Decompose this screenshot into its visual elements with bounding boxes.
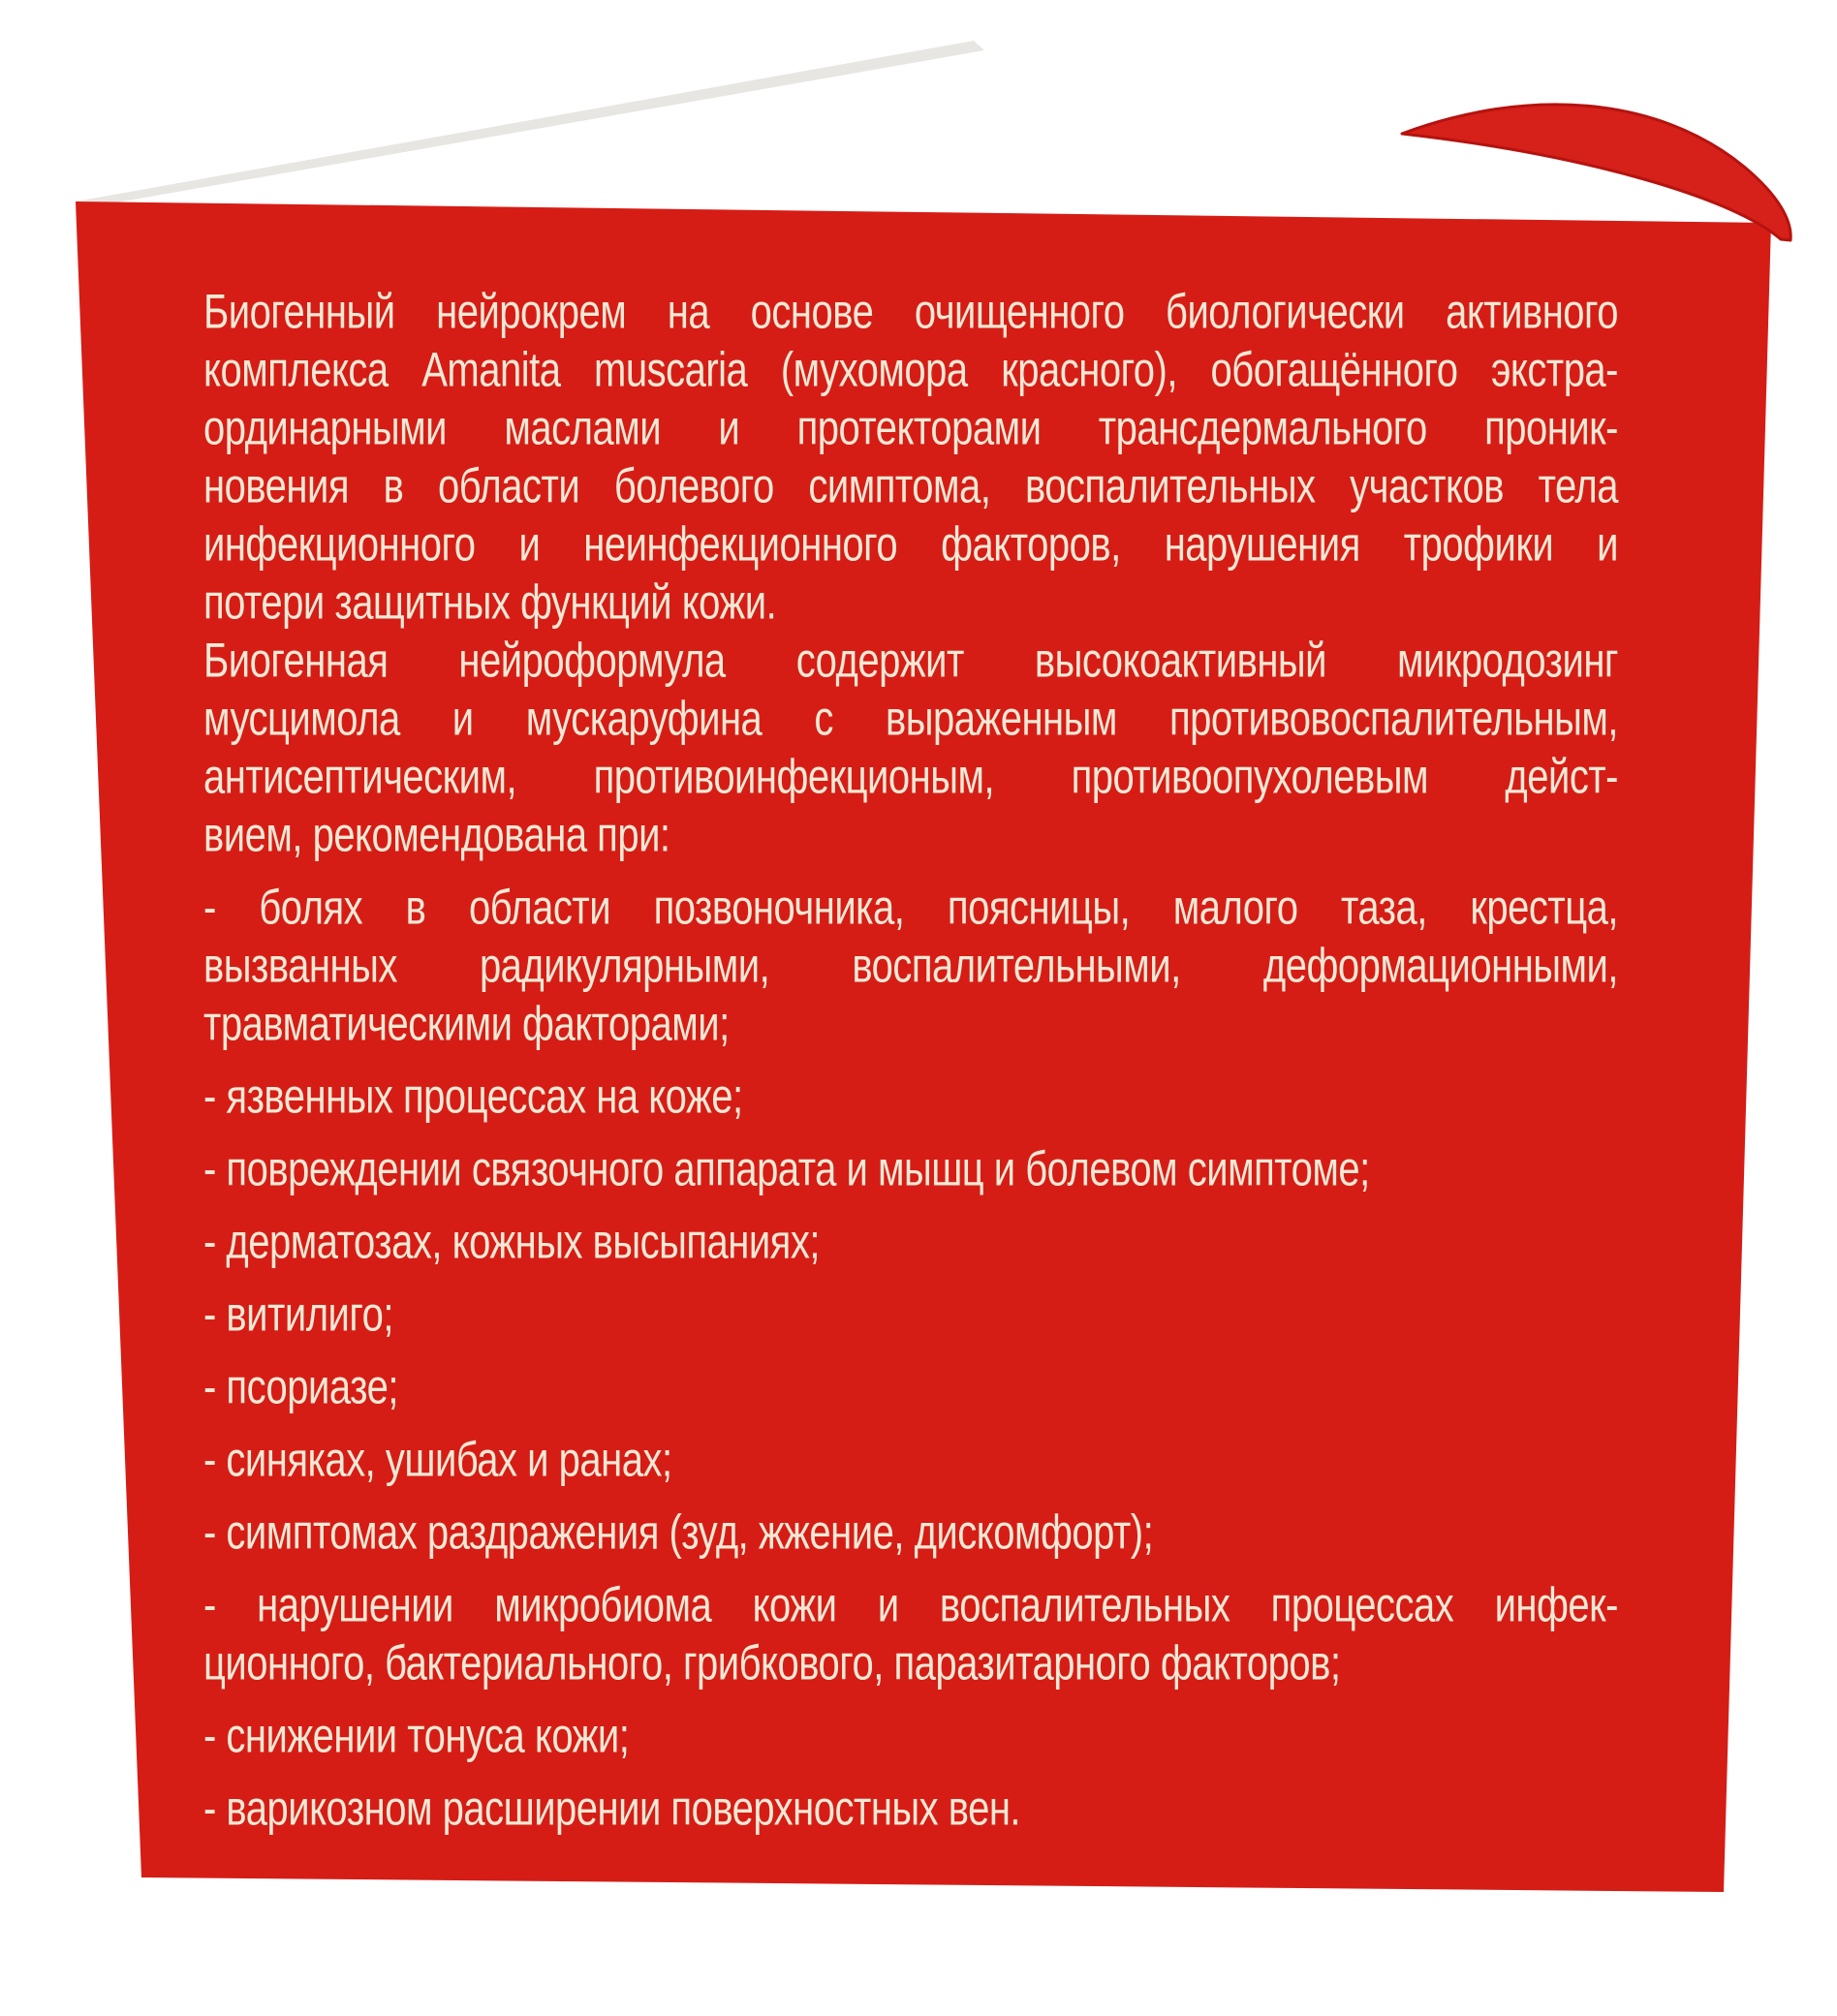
text-line: Биогенная нейроформула содержит высокоактивный микродозинг <box>203 634 1618 688</box>
text-line: - повреждении связочного аппарата и мышц и болевом симптоме; <box>203 1142 1370 1196</box>
text-line: - язвенных процессах на коже; <box>203 1070 743 1124</box>
text-line: - нарушении микробиома кожи и воспалительных процессах инфек- <box>203 1578 1618 1632</box>
text-line: инфекционного и неинфекционного факторов, нарушения трофики и <box>203 517 1618 572</box>
text-line: - варикозном расширении поверхностных вен. <box>203 1782 1021 1836</box>
text-line: новения в области болевого симптома, воспалительных участков тела <box>203 459 1618 513</box>
text-line: мусцимола и мускаруфина с выраженным противовоспалительным, <box>203 692 1618 746</box>
text-line: антисептическим, противоинфекционым, противоопухолевым дейст- <box>203 750 1618 804</box>
text-line: - дерматозах, кожных высыпаниях; <box>203 1215 820 1269</box>
text-line: - синяках, ушибах и ранах; <box>203 1433 672 1487</box>
text-line: вием, рекомендована при: <box>203 808 670 862</box>
text-line: ординарными маслами и протекторами трансдермального проник- <box>203 401 1618 455</box>
text-line: травматическими факторами; <box>203 997 730 1051</box>
text-line: потери защитных функций кожи. <box>203 575 777 630</box>
text-line: вызванных радикулярными, воспалительными, деформационными, <box>203 939 1618 993</box>
text-line: Биогенный нейрокрем на основе очищенного биологически активного <box>203 285 1618 339</box>
text-line: - симптомах раздражения (зуд, жжение, дискомфорт); <box>203 1505 1154 1560</box>
text-line: - псориазе; <box>203 1360 398 1414</box>
text-line: комплекса Amanita muscaria (мухомора красного), обогащённого экстра- <box>203 343 1618 397</box>
text-line: - снижении тонуса кожи; <box>203 1709 630 1763</box>
text-line: - болях в области позвоночника, поясницы, малого таза, крестца, <box>203 881 1618 935</box>
panel-text <box>203 283 1618 1838</box>
text-line: ционного, бактериального, грибкового, паразитарного факторов; <box>203 1636 1341 1690</box>
text-line: - витилиго; <box>203 1287 393 1342</box>
